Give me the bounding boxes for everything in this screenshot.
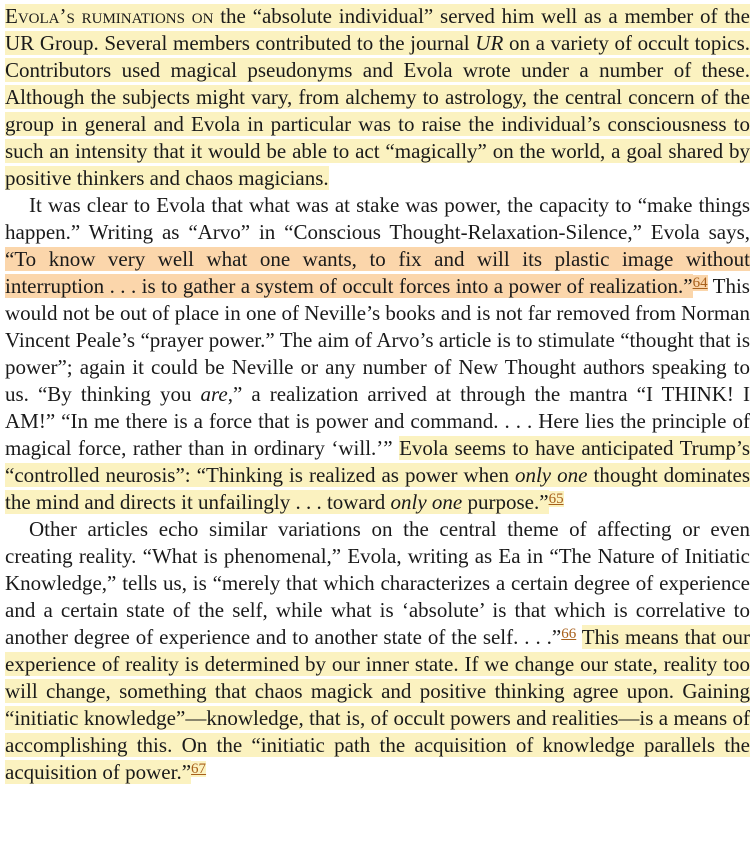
text-run: the “absolute individual” served him well as a member of the UR Group. Several members contributed to the journal bbox=[5, 4, 750, 55]
text-run: Evola seems to have anticipated Trump’s “controlled neurosis”: “Thinking is realized as power when bbox=[5, 436, 750, 487]
text-run: are bbox=[200, 382, 228, 406]
text-run: only one bbox=[390, 490, 463, 514]
text-run: UR bbox=[475, 31, 504, 55]
paragraph bbox=[5, 516, 750, 786]
text-run: This means that our experience of reality is determined by our inner state. If we change our state, reality too will change, something that chaos magick and positive thinking agree upon. Gaining “initiatic knowledge”—knowledge, that is, of occult powers and realities—is a means of accomplishing this. On the “initiatic path the acquisition of knowledge parallels the acquisition of power.” bbox=[5, 625, 751, 784]
footnote-link-65[interactable]: 65 bbox=[548, 491, 564, 507]
text-run: ,” a realization arrived at through the mantra “I THINK! I AM!” “In me there is a force that is power and command. . . . Here lies the principle of magical force, rather than in ordinary ‘will.’” bbox=[5, 382, 750, 460]
text-run: only one bbox=[514, 463, 588, 487]
text-run: It was clear to Evola that what was at stake was power, the capacity to “make things happen.” Writing as “Arvo” in “Conscious Thought-Relaxation-Silence,” Evola says, bbox=[5, 193, 750, 244]
text-run: “To know very well what one wants, to fix and will its plastic image without interruption . . . is to gather a system of occult forces into a power of realization.” bbox=[5, 247, 750, 298]
footnote-link-66[interactable]: 66 bbox=[561, 626, 577, 642]
footnote-link-64[interactable]: 64 bbox=[692, 275, 708, 291]
text-run: purpose.” bbox=[462, 490, 549, 514]
text-run: on a variety of occult topics. Contributors used magical pseudonyms and Evola wrote under a number of these. Although the subjects might vary, from alchemy to astrology, the central concern of the group in general and Evola in particular was to raise the individual’s consciousness to such an intensity that it would be able to act “magically” on the world, a goal shared by positive thinkers and chaos magicians. bbox=[5, 31, 751, 190]
paragraph bbox=[5, 192, 750, 516]
paragraph bbox=[5, 3, 750, 192]
footnote-link-67[interactable]: 67 bbox=[191, 761, 207, 777]
text-run: Other articles echo similar variations on the central theme of affecting or even creating reality. “What is phenomenal,” Evola, writing as Ea in “The Nature of Initiatic Knowledge,” tells us, is “merely that which characterizes a certain degree of experience and a certain state of the self, while what is ‘absolute’ is that which is correlative to another degree of experience and to another state of the self. . . .” bbox=[5, 517, 750, 649]
text-run: thought dominates the mind and directs it unfailingly . . . toward bbox=[5, 463, 750, 514]
text-run bbox=[576, 625, 582, 649]
text-run: This would not be out of place in one of Neville’s books and is not far removed from Norman Vincent Peale’s “prayer power.” The aim of Arvo’s article is to stimulate “thought that is power”; again it could be Neville or any number of New Thought authors speaking to us. “By thinking you bbox=[5, 274, 750, 406]
lead-in-small-caps: Evola’s ruminations on bbox=[5, 4, 214, 28]
